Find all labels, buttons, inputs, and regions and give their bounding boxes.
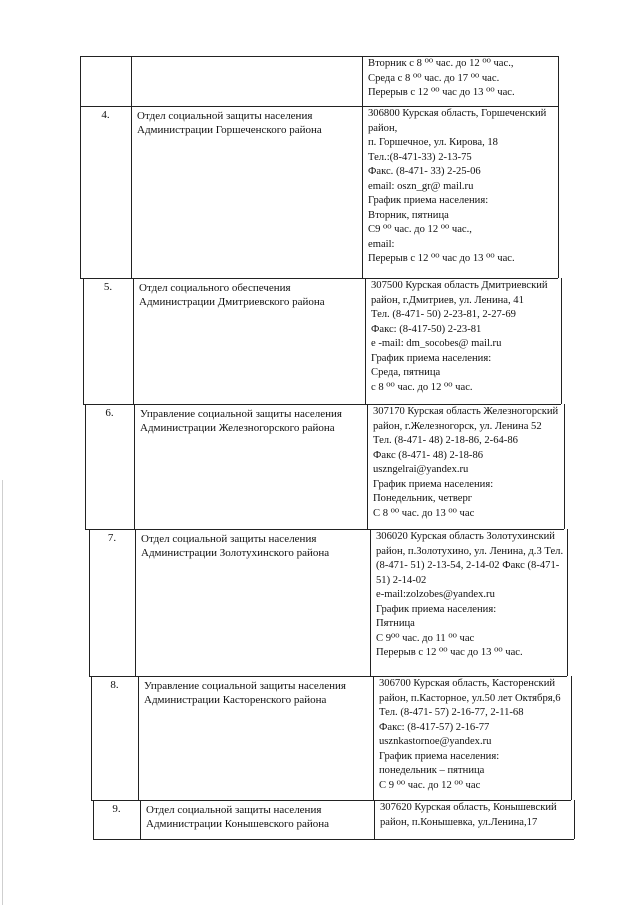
table-row [93,800,574,839]
table-border [558,106,559,278]
table-border [558,56,559,106]
contact-line: 307620 Курская область, Конышевский [380,802,557,813]
table-border [571,676,572,800]
contact-line: Перерыв с 12 ⁰⁰ час до 13 ⁰⁰ час. [368,253,515,264]
table-row [89,529,567,676]
row-number: 9. [112,803,121,815]
department-name-line: Администрации Конышевского района [146,818,330,830]
contact-line: Понедельник, четверг [373,493,473,504]
department-name-line: Отдел социальной защиты населения [146,804,322,816]
row-number: 6. [105,407,114,419]
contact-line: 307500 Курская область Дмитриевский [371,280,548,291]
contact-line: e -mail: dm_socobes@ mail.ru [371,338,502,349]
department-name-line: Отдел социального обеспечения [139,282,291,294]
table-row [83,278,561,404]
department-name-line: Управление социальной защиты населения [144,680,346,692]
contact-details [370,529,567,676]
department-name-line: Отдел социальной защиты населения [137,110,313,122]
contact-line: График приема населения: [373,478,494,490]
contact-line: Тел. (8-471- 57) 2-16-77, 2-11-68 [379,707,524,718]
table-border [93,839,574,840]
department-name-line: Администрации Касторенского района [144,694,327,706]
contact-line: Факс. (8-471- 33) 2-25-06 [368,166,481,177]
department-name-line: Администрации Дмитриевского района [139,296,325,308]
table-row [91,676,571,800]
contact-line: usznkastornoe@yandex.ru [379,736,492,747]
contact-line: 306700 Курская область, Касторенский [379,678,556,689]
row-number [80,56,131,106]
contact-line: Тел. (8-471- 50) 2-23-81, 2-27-69 [371,309,516,320]
contact-line: С9 ⁰⁰ час. до 12 ⁰⁰ час., [368,224,472,235]
department-name [135,529,370,676]
row-number: 8. [110,679,119,691]
contact-details [367,404,564,529]
department-name-line: Управление социальной защиты населения [140,408,342,420]
scan-edge-line [2,480,3,905]
contact-line: район, п.Золотухино, ул. Ленина, д.3 Тел. [376,545,564,557]
contact-line: График приема населения: [368,195,489,206]
department-name [140,800,374,839]
department-name-line: Администрации Железногорского района [140,422,335,434]
department-name-line: Администрации Горшеченского района [137,124,322,136]
contact-line: понедельник – пятница [379,765,485,776]
contact-line: Перерыв с 12 ⁰⁰ час до 13 ⁰⁰ час. [368,87,515,98]
table-border [574,800,575,839]
contact-line: С 8 ⁰⁰ час. до 13 ⁰⁰ час [373,507,475,519]
contact-line: График приема населения: [376,603,497,615]
contact-line: С 9⁰⁰ час. до 11 ⁰⁰ час [376,632,475,644]
department-name [138,676,373,800]
contact-line: район, [368,122,398,134]
contact-details [365,278,561,404]
contact-line: п. Горшечное, ул. Кирова, 18 [368,137,498,148]
contact-line: email: oszn_gr@ mail.ru [368,180,474,192]
contact-line: Вторник, пятница [368,209,449,221]
table-row [80,56,558,106]
contact-line: Среда, пятница [371,367,441,378]
contact-line: 307170 Курская область Железногорский [373,406,559,417]
contact-details [374,800,574,839]
contact-line: Среда с 8 ⁰⁰ час. до 17 ⁰⁰ час. [368,72,500,84]
contact-line: с 8 ⁰⁰ час. до 12 ⁰⁰ час. [371,381,473,393]
department-name [131,106,362,278]
department-name-line: Администрации Золотухинского района [141,547,330,559]
contact-line: uszngelrai@yandex.ru [373,464,469,475]
contact-line: Пятница [376,618,415,629]
contact-line: район, п.Конышевка, ул.Ленина,17 [380,816,538,828]
row-number: 4. [101,109,110,121]
contact-line: район, г.Дмитриев, ул. Ленина, 41 [371,294,524,306]
contact-details [362,106,558,278]
contact-details [373,676,571,800]
department-name [133,278,365,404]
contact-line: Тел. (8-471- 48) 2-18-86, 2-64-86 [373,435,518,446]
contact-line: Вторник с 8 ⁰⁰ час. до 12 ⁰⁰ час., [368,58,514,69]
department-name [134,404,367,529]
table-row [80,106,558,278]
contact-line: (8-471- 51) 2-13-54, 2-14-02 Факс (8-471- [376,560,560,571]
contact-line: График приема населения: [371,352,492,364]
contact-line: район, п.Касторное, ул.50 лет Октября,6 [379,692,561,704]
department-name-line: Отдел социальной защиты населения [141,533,317,545]
contact-line: Перерыв с 12 ⁰⁰ час до 13 ⁰⁰ час. [376,647,523,658]
contact-line: Факс: (8-417-50) 2-23-81 [371,323,482,335]
contact-line: 306800 Курская область, Горшеченский [368,108,547,119]
row-number: 7. [107,532,117,544]
contact-details [362,56,558,106]
table-border [561,278,562,404]
table-border [564,404,565,529]
contact-line: район, г.Железногорск, ул. Ленина 52 [373,420,542,432]
contact-line: email: [368,238,395,250]
contact-line: e-mail:zolzobes@yandex.ru [376,589,495,600]
contact-line: 51) 2-14-02 [376,574,427,586]
contact-line: 306020 Курская область Золотухинский [376,531,555,542]
contact-line: Факс (8-471- 48) 2-18-86 [373,449,484,461]
contact-line: Факс: (8-417-57) 2-16-77 [379,721,490,733]
table-row [85,404,564,529]
contact-line: С 9 ⁰⁰ час. до 12 ⁰⁰ час [379,779,481,791]
row-number: 5. [103,281,113,293]
table-border [567,529,568,676]
contact-line: График приема населения: [379,750,500,762]
contact-line: Тел.:(8-471-33) 2-13-75 [368,151,472,163]
department-name [131,56,362,106]
